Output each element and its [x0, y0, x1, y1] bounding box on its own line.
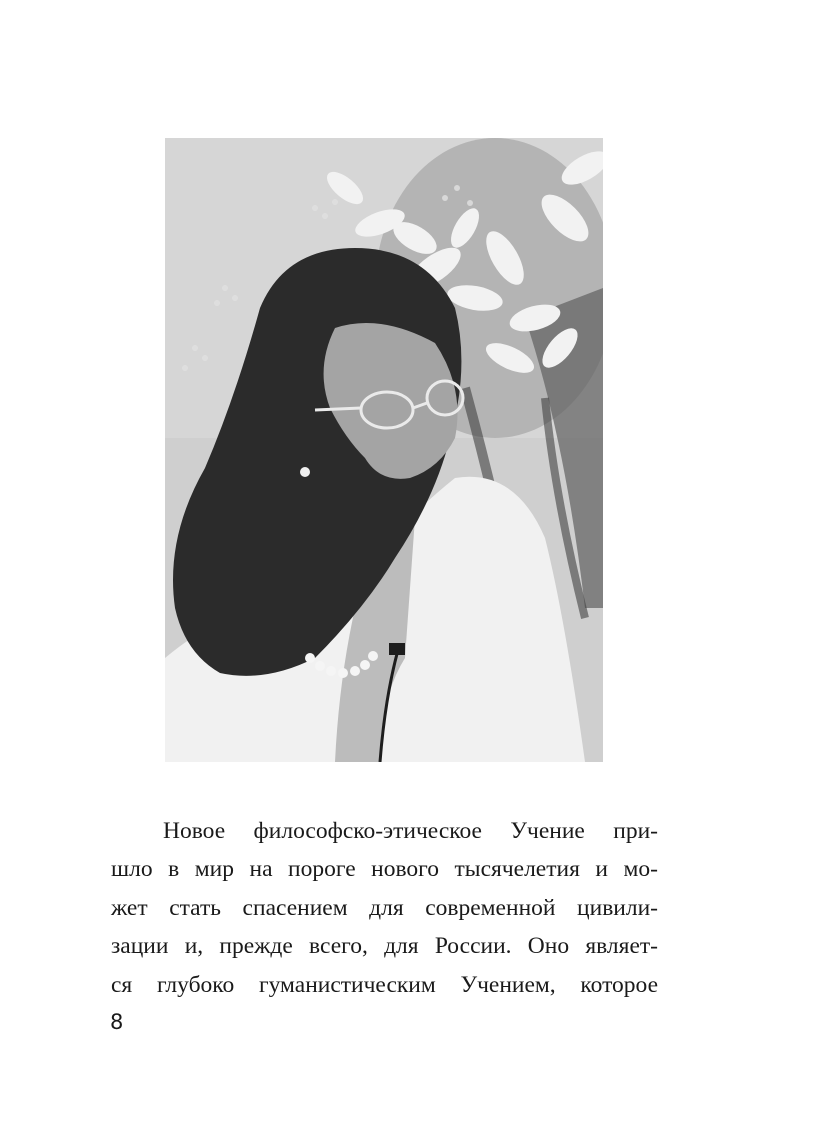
page-number: 8 [110, 1010, 124, 1034]
text-line: шло в мир на пороге нового тысячелетия и мо- [111, 856, 658, 883]
text-line: жет стать спасением для современной цивили- [111, 894, 658, 921]
portrait-illustration [165, 138, 603, 762]
portrait-photo [165, 138, 603, 762]
text-line: Новое философско-этическое Учение при- [163, 818, 658, 844]
text-line: зации и, прежде всего, для России. Оно являет- [111, 933, 658, 960]
text-line: ся глубоко гуманистическим Учением, которое [111, 971, 658, 998]
body-paragraph [111, 812, 658, 1004]
